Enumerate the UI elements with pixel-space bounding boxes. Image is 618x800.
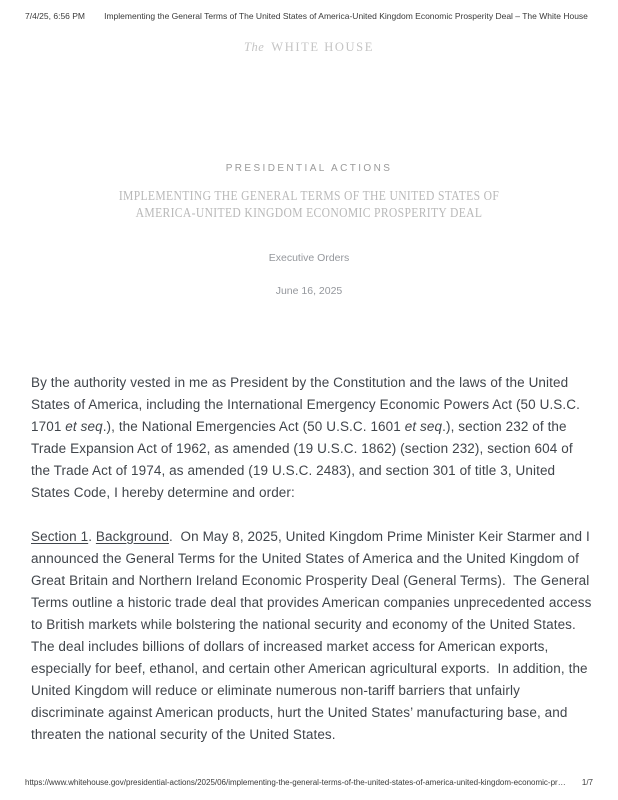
print-footer bbox=[25, 778, 593, 787]
article-title-line-2: AMERICA-UNITED KINGDOM ECONOMIC PROSPERITY DEAL bbox=[135, 204, 483, 220]
article-body bbox=[31, 372, 596, 768]
article-title bbox=[0, 188, 618, 221]
print-page-indicator: 1/7 bbox=[581, 778, 593, 787]
print-document-title: Implementing the General Terms of The United States of America-United Kingdom Economic Prosperity Deal – The White House bbox=[104, 11, 588, 21]
body-paragraph: Section 1. Background. On May 8, 2025, United Kingdom Prime Minister Keir Starmer and I announced the General Terms for the United States of America and the United Kingdom of Great Britain and Northern Ireland Economic Prosperity Deal (General Terms). The General Terms outline a historic trade deal that provides American companies unprecedented access to British markets while bolstering the national security and economy of the United States. The deal includes billions of dollars of increased market access for American exports, especially for beef, ethanol, and certain other American agricultural exports. In addition, the United Kingdom will reduce or eliminate numerous non-tariff barriers that unfairly discriminate against American products, hurt the United States’ manufacturing base, and threaten the national security of the United States. bbox=[31, 528, 596, 743]
print-header bbox=[25, 11, 593, 21]
body-paragraph: By the authority vested in me as President by the Constitution and the laws of the United States of America, including the International Emergency Economic Powers Act (50 U.S.C. 1701 et seq.), the National Emergencies Act (50 U.S.C. 1601 et seq.), section 232 of the Trade Expansion Act of 1962, as amended (19 U.S.C. 1862) (section 232), section 604 of the Trade Act of 1974, as amended (19 U.S.C. 2483), and section 301 of title 3, United States Code, I hereby determine and order: bbox=[31, 375, 584, 501]
logo-the: The bbox=[244, 40, 265, 54]
article-title-line-1: IMPLEMENTING THE GENERAL TERMS OF THE UNITED STATES OF bbox=[118, 188, 500, 203]
logo-white-house: WHITE HOUSE bbox=[271, 40, 374, 54]
article-category: Executive Orders bbox=[268, 252, 350, 264]
presidential-actions-eyebrow: PRESIDENTIAL ACTIONS bbox=[225, 163, 393, 174]
print-url: https://www.whitehouse.gov/presidential-actions/2025/06/implementing-the-general-terms-of-the-united-states-of-america-united-kingdom-economic-pr… bbox=[25, 778, 566, 787]
print-datetime: 7/4/25, 6:56 PM bbox=[25, 11, 86, 21]
article-date: June 16, 2025 bbox=[275, 285, 343, 297]
whitehouse-logo bbox=[0, 40, 618, 55]
